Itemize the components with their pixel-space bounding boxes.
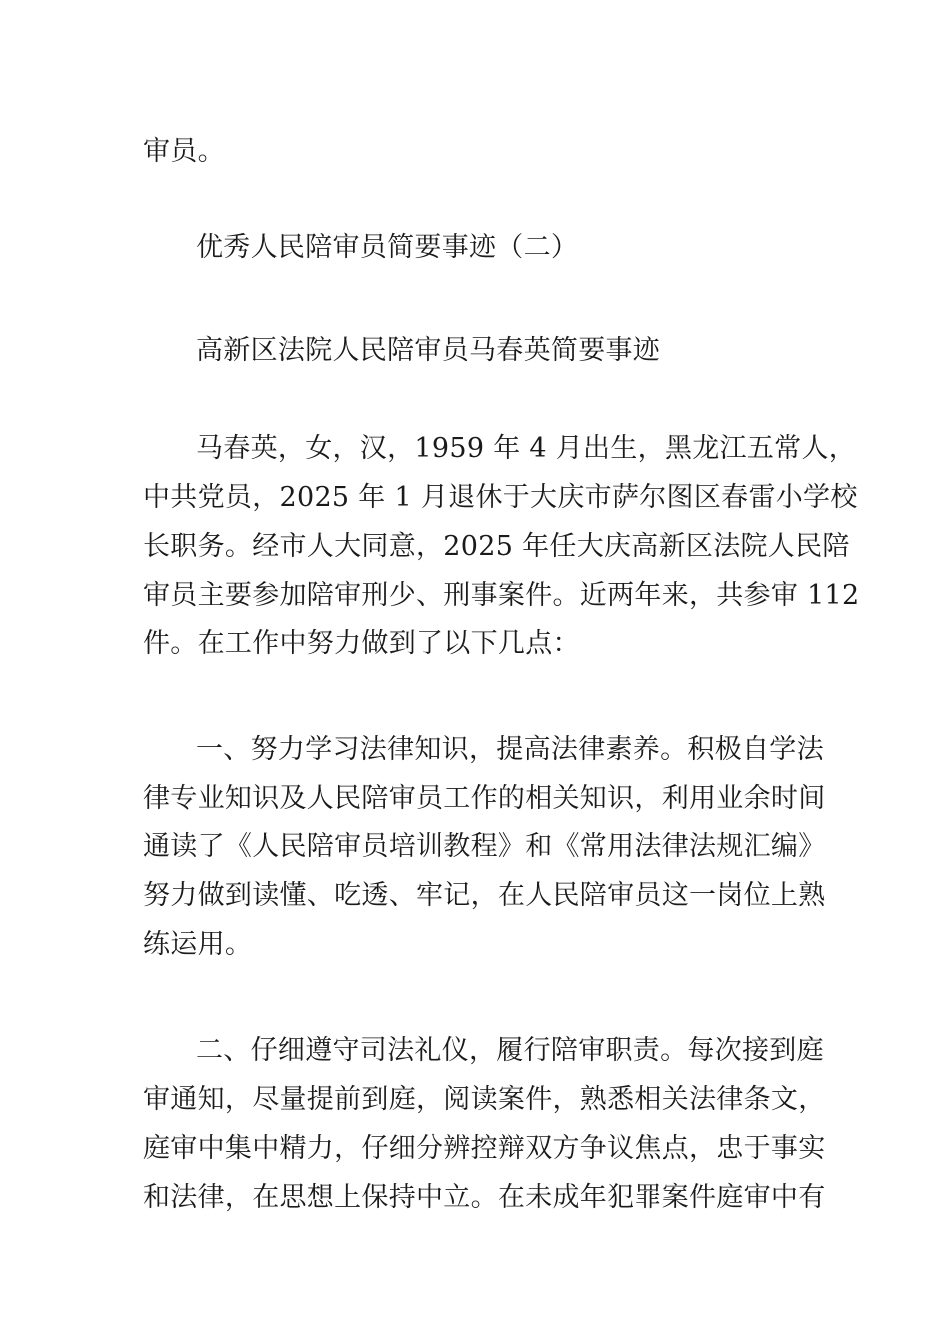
paragraph-line: 审员主要参加陪审刑少、刑事案件。近两年来，共参审 112 [143,580,860,611]
paragraph-line: 通读了《人民陪审员培训教程》和《常用法律法规汇编》 [143,831,826,862]
paragraph-line: 马春英，女，汉，1959 年 4 月出生，黑龙江五常人， [196,433,857,464]
continuation-text: 审员。 [143,136,225,167]
paragraph-line: 一、努力学习法律知识，提高法律素养。积极自学法 [196,734,824,765]
paragraph-line: 庭审中集中精力，仔细分辨控辩双方争议焦点，忠于事实 [143,1133,826,1164]
paragraph-line: 审通知，尽量提前到庭，阅读案件，熟悉相关法律条文， [143,1084,826,1115]
paragraph-line: 努力做到读懂、吃透、牢记，在人民陪审员这一岗位上熟 [143,880,826,911]
paragraph-line: 练运用。 [143,929,253,960]
paragraph-line: 二、仔细遵守司法礼仪，履行陪审职责。每次接到庭 [196,1035,824,1066]
paragraph-line: 长职务。经市人大同意，2025 年任大庆高新区法院人民陪 [143,531,850,562]
paragraph-line: 中共党员，2025 年 1 月退休于大庆市萨尔图区春雷小学校 [143,482,858,513]
paragraph-line: 件。在工作中努力做到了以下几点： [143,628,580,659]
subject-heading: 高新区法院人民陪审员马春英简要事迹 [196,335,661,366]
section-heading: 优秀人民陪审员简要事迹（二） [196,232,579,263]
paragraph-line: 和法律，在思想上保持中立。在未成年犯罪案件庭审中有 [143,1182,826,1213]
paragraph-line: 律专业知识及人民陪审员工作的相关知识，利用业余时间 [143,783,826,814]
